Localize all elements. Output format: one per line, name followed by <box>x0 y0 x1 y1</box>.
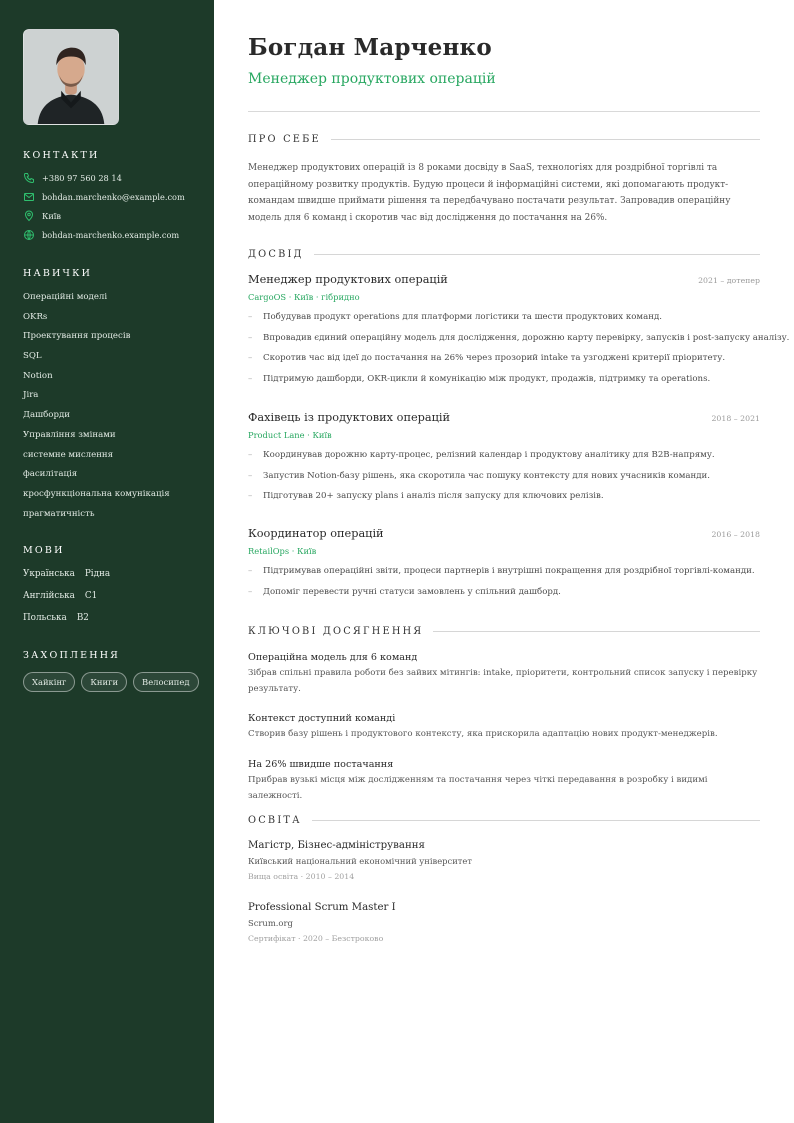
language-name: Англійська <box>23 591 75 601</box>
skill-item: Jira <box>23 390 39 401</box>
skill-item: SQL <box>23 351 42 362</box>
language-item <box>23 591 97 601</box>
skill-item: кросфункціональна комунікація <box>23 488 170 499</box>
education-item <box>248 840 760 881</box>
skill-item: системне мислення <box>23 449 114 460</box>
education-section-header <box>248 815 760 826</box>
job-company: Product Lane · Київ <box>248 430 332 440</box>
language-level: C1 <box>84 591 98 601</box>
sidebar <box>0 0 214 1123</box>
job-bullets <box>248 566 760 607</box>
language-name: Польська <box>23 613 67 623</box>
language-level: B2 <box>76 613 89 623</box>
contact-email-text: bohdan.marchenko@example.com <box>42 192 185 202</box>
skills-heading: НАВИЧКИ <box>23 268 93 279</box>
achievement-item <box>248 652 760 697</box>
interests-chips <box>23 672 199 692</box>
interest-chip: Хайкінг <box>23 672 75 692</box>
globe-icon <box>23 229 35 241</box>
skill-item: OKRs <box>23 311 48 322</box>
person-name: Богдан Марченко <box>248 34 492 61</box>
profile-photo <box>23 29 119 125</box>
job-bullet: – Побудував продукт operations для платформи логістики та шести продуктових команд. <box>248 312 760 333</box>
phone-icon <box>23 172 35 184</box>
education-meta: Вища освіта · 2010 – 2014 <box>248 872 355 881</box>
job-bullet: – Запустив Notion-базу рішень, яка скоротила час пошуку контексту для нових учасників команди. <box>248 471 760 492</box>
experience-section-header <box>248 249 760 260</box>
language-level: Рідна <box>84 569 111 579</box>
job-bullet: – Підготував 20+ запуску plans і аналіз після запуску для ключових релізів. <box>248 491 760 512</box>
job-bullet: – Скоротив час від ідеї до постачання на 26% через прозорий intake та узгоджені критерії пріоритету. <box>248 353 760 374</box>
portrait-image <box>24 30 118 124</box>
skill-item: Проектування процесів <box>23 331 131 342</box>
job-dates: 2016 – 2018 <box>711 530 760 539</box>
experience-heading: ДОСВІД <box>248 249 304 260</box>
education-school: Київський національний економічний університет <box>248 856 473 866</box>
job-entry <box>248 273 790 395</box>
about-heading: ПРО СЕБЕ <box>248 134 321 145</box>
education-meta: Сертифікат · 2020 – Безстроково <box>248 934 384 943</box>
education-item <box>248 902 760 943</box>
achievement-item <box>248 759 760 804</box>
person-role: Менеджер продуктових операцій <box>248 71 496 87</box>
about-section-header <box>248 134 760 145</box>
achievement-title: Контекст доступний команді <box>248 713 396 724</box>
education-degree: Магістр, Бізнес-адміністрування <box>248 840 425 851</box>
achievement-text: Прибрав вузькі місця між дослідженням та постачання через чіткі передавання в розробку і видимі залежності. <box>248 775 708 801</box>
skill-item: прагматичність <box>23 508 95 519</box>
job-bullets <box>248 312 790 395</box>
job-bullet: – Підтримую дашборди, OKR-цикли й комунікацію між продукт, продажів, підтримку та operations. <box>248 374 760 395</box>
language-name: Українська <box>23 569 75 579</box>
skill-item: фасилітація <box>23 469 78 480</box>
contact-location-text: Київ <box>42 211 62 221</box>
contact-website-text: bohdan-marchenko.example.com <box>42 230 180 240</box>
interest-chip: Книги <box>81 672 127 692</box>
skill-item: Управління змінами <box>23 429 116 440</box>
job-entry <box>248 411 760 512</box>
about-text: Менеджер продуктових операцій із 8 роками досвіду в SaaS, технологіях для роздрібної торгівлі та операційному розвитку продуктів. Будую процеси й інформаційні системи, які допомагають продукт-командам швидше приймати рішення та передбачувано постачати результат. Запровадив операційну модель для 6 команд і скоротив час від дослідження до постачання на 26%. <box>248 163 731 223</box>
job-title: Координатор операцій <box>248 527 384 540</box>
contact-email[interactable] <box>23 191 185 203</box>
contact-phone-text: +380 97 560 28 14 <box>42 173 122 183</box>
achievements-section-header <box>248 626 760 637</box>
interests-heading: ЗАХОПЛЕННЯ <box>23 650 121 661</box>
location-pin-icon <box>23 210 35 222</box>
section-divider <box>312 820 760 821</box>
languages-heading: МОВИ <box>23 545 65 556</box>
achievement-title: Операційна модель для 6 команд <box>248 652 418 663</box>
job-bullet: – Впровадив єдиний операційну модель для дослідження, дорожню карту перевірку, запусків і post-запуску аналізу. <box>248 333 760 354</box>
mail-icon <box>23 191 35 203</box>
achievement-title: На 26% швидше постачання <box>248 759 394 770</box>
job-entry <box>248 527 760 607</box>
contact-phone[interactable] <box>23 172 122 184</box>
achievement-text: Створив базу рішень і продуктового контексту, яка прискорила адаптацію нових продукт-менеджерів. <box>248 729 718 739</box>
job-bullet: – Координував дорожню карту-процес, релізний календар і продуктову аналітику для B2B-напряму. <box>248 450 760 471</box>
job-dates: 2021 – дотепер <box>698 276 760 285</box>
contact-website[interactable] <box>23 229 179 241</box>
skills-list <box>23 291 170 527</box>
language-item <box>23 569 110 579</box>
achievement-item <box>248 713 760 743</box>
job-bullets <box>248 450 760 512</box>
job-bullet: – Допоміг перевести ручні статуси замовлень у спільний дашборд. <box>248 587 760 608</box>
job-dates: 2018 – 2021 <box>711 414 760 423</box>
job-title: Фахівець із продуктових операцій <box>248 411 451 424</box>
section-divider <box>331 139 760 140</box>
skill-item: Дашборди <box>23 410 70 421</box>
contact-location <box>23 210 61 222</box>
job-bullet: – Підтримував операційні звіти, процеси партнерів і внутрішні покращення для роздрібної торгівлі-команди. <box>248 566 760 587</box>
education-degree: Professional Scrum Master I <box>248 902 396 913</box>
contacts-heading: КОНТАКТИ <box>23 150 100 161</box>
section-divider <box>314 254 760 255</box>
education-school: Scrum.org <box>248 918 293 928</box>
achievement-text: Зібрав спільні правила роботи без зайвих мітингів: intake, пріоритети, контрольний список запуску і перевірку результату. <box>248 668 758 694</box>
skill-item: Notion <box>23 370 53 381</box>
skill-item: Операційні моделі <box>23 292 108 302</box>
job-company: CargoOS · Київ · гібридно <box>248 292 360 302</box>
language-item <box>23 613 89 623</box>
achievements-heading: КЛЮЧОВІ ДОСЯГНЕННЯ <box>248 626 424 637</box>
job-title: Менеджер продуктових операцій <box>248 273 448 286</box>
interest-chip: Велосипед <box>133 672 198 692</box>
job-company: RetailOps · Київ <box>248 546 317 556</box>
section-divider <box>433 631 760 632</box>
education-heading: ОСВІТА <box>248 815 302 826</box>
header-divider <box>248 111 760 112</box>
